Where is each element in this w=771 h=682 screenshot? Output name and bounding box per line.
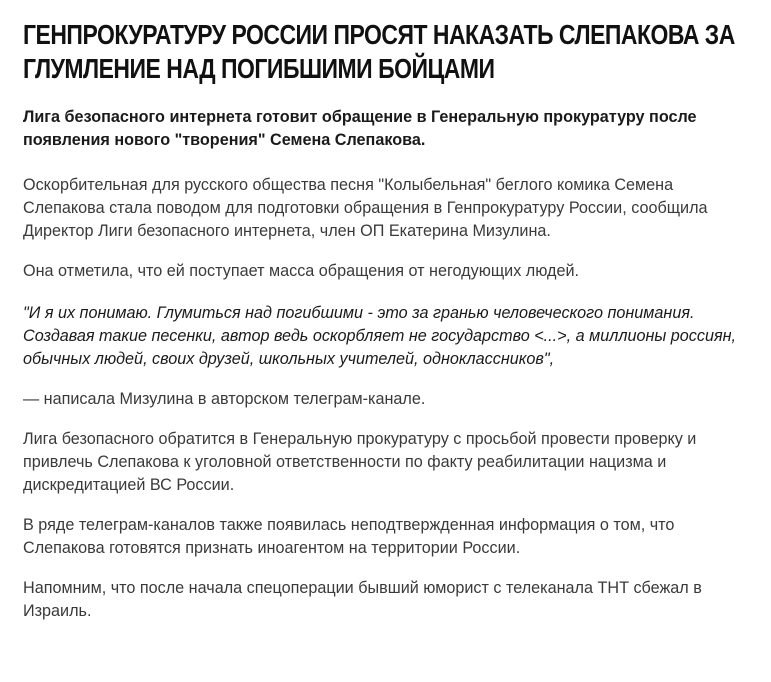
article-quote: "И я их понимаю. Глумиться над погибшими - это за гранью человеческого понимания. Создавая такие песенки, автор ведь оскорбляет не государство <...>, а миллионы россиян, обычных людей, своих друзей, школьных учителей, одноклассников", [23,304,737,368]
article-headline: ГЕНПРОКУРАТУРУ РОССИИ ПРОСЯТ НАКАЗАТЬ СЛЕПАКОВА ЗА ГЛУМЛЕНИЕ НАД ПОГИБШИМИ БОЙЦАМИ [23,19,735,84]
article-paragraph: Лига безопасного обратится в Генеральную прокуратуру с просьбой провести проверку и привлечь Слепакова к уголовной ответственности по факту реабилитации нацизма и дискредитацией ВС России. [23,430,697,494]
article-paragraph: В ряде телеграм-каналов также появилась неподтвержденная информация о том, что Слепакова готовятся признать иноагентом на территории России. [23,516,675,557]
article-lead: Лига безопасного интернета готовит обращение в Генеральную прокуратуру после появления нового "творения" Семена Слепакова. [23,108,697,149]
article-paragraph: Напомним, что после начала спецоперации бывший юморист с телеканала ТНТ сбежал в Израиль. [23,579,702,620]
article-paragraph: Оскорбительная для русского общества песня "Колыбельная" беглого комика Семена Слепакова стала поводом для подготовки обращения в Генпрокуратуру России, сообщила Директор Лиги безопасного интернета, член ОП Екатерина Мизулина. [23,176,708,240]
quote-attribution: — написала Мизулина в авторском телеграм-канале. [23,390,426,408]
article-paragraph: Она отметила, что ей поступает масса обращения от негодующих людей. [23,262,580,280]
